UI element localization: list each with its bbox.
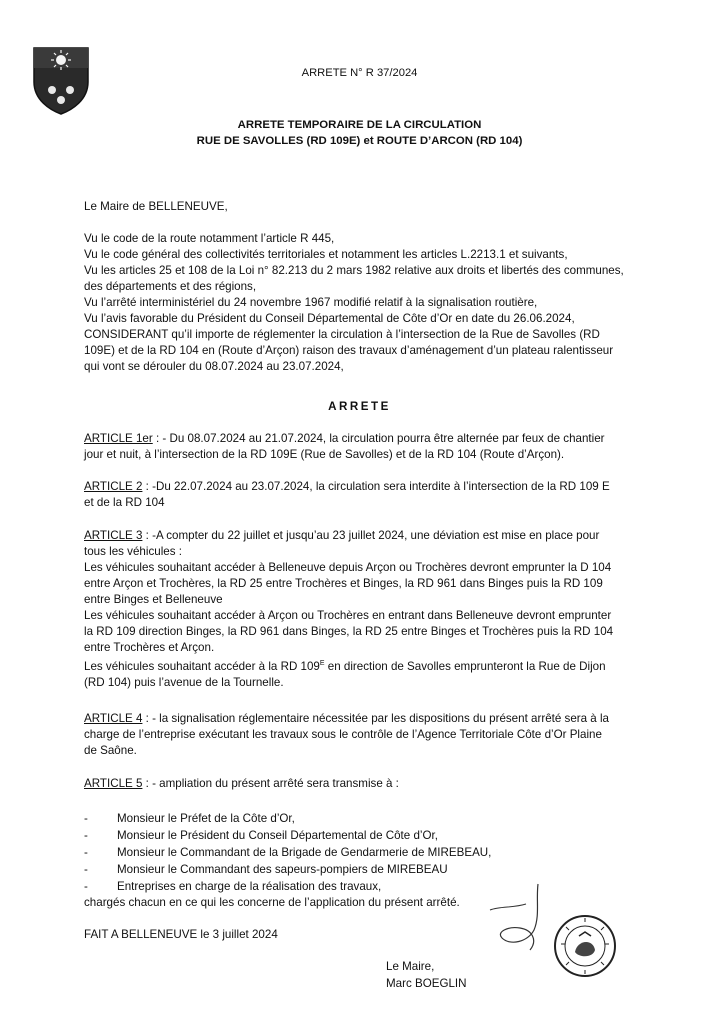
title-line: RUE DE SAVOLLES (RD 109E) et ROUTE D’ARCON (RD 104)	[196, 135, 523, 147]
article-text: Les véhicules souhaitant accéder à Belleneuve depuis Arçon ou Trochères devront emprunter la D 104	[84, 561, 612, 574]
preamble-line: des départements et des régions,	[84, 280, 257, 293]
handwritten-signature-icon	[480, 880, 560, 960]
article-text: : - la signalisation réglementaire nécessitée par les dispositions du présent arrêté sera à la	[142, 712, 609, 725]
superscript: E	[319, 660, 325, 667]
article-label: ARTICLE 3	[84, 529, 143, 542]
signatory-name: Marc BOEGLIN	[386, 977, 467, 990]
decree-reference: ARRETE N° R 37/2024	[301, 67, 418, 79]
recipient-item: - Monsieur le Préfet de la Côte d’Or,	[84, 810, 644, 827]
article-text: : - Du 08.07.2024 au 21.07.2024, la circulation pourra être alternée par feux de chantier	[152, 432, 605, 445]
decree-title	[0, 117, 719, 149]
recipient-item: - Monsieur le Commandant des sapeurs-pompiers de MIREBEAU	[84, 861, 644, 878]
article-text: : -A compter du 22 juillet et jusqu’au 23 juillet 2024, une déviation est mise en place pour	[142, 529, 600, 542]
preamble-line: Vu le code de la route notamment l’article R 445,	[84, 232, 335, 245]
article-text: en direction de Savolles emprunteront la Rue de Dijon	[324, 659, 606, 673]
article-4	[84, 711, 644, 759]
done-at: FAIT A BELLENEUVE le 3 juillet 2024	[84, 928, 278, 941]
signatory	[386, 958, 467, 992]
closing-text: chargés chacun en ce qui les concerne de l’application du présent arrêté.	[84, 896, 460, 909]
preamble-line: CONSIDERANT qu’il importe de réglementer la circulation à l’intersection de la Rue de Savolles (RD	[84, 328, 600, 341]
article-text: : -Du 22.07.2024 au 23.07.2024, la circulation sera interdite à l’intersection de la RD 109 E	[142, 480, 610, 493]
preamble-block	[84, 231, 644, 375]
article-text: entre Arçon et Trochères, la RD 25 entre Trochères et Binges, la RD 961 dans Binges puis la RD 109	[84, 577, 603, 590]
article-text: charge de l’entreprise exécutant les travaux sous le contrôle de l’Agence Territoriale Côte d’Or Plaine	[84, 728, 602, 741]
article-1	[84, 431, 644, 463]
recipient-item: - Entreprises en charge de la réalisation des travaux,	[84, 878, 644, 895]
article-3	[84, 528, 644, 691]
preamble-line: Vu le code général des collectivités territoriales et notamment les articles L.2213.1 et suivants,	[84, 248, 568, 261]
article-text: tous les véhicules :	[84, 545, 182, 558]
preamble-line: 109E) et de la RD 104 en (Route d’Arçon) raison des travaux d’aménagement d’un plateau ralentisseur	[84, 344, 614, 357]
recipient-item: - Monsieur le Commandant de la Brigade de Gendarmerie de MIREBEAU,	[84, 844, 644, 861]
article-text: la RD 109 direction Binges, la RD 961 dans Binges, la RD 25 entre Binges et Trochères puis la RD 104	[84, 625, 614, 638]
article-label: ARTICLE 4	[84, 712, 143, 725]
article-text: entre Binges et Belleneuve	[84, 593, 223, 606]
article-label: ARTICLE 2	[84, 480, 143, 493]
article-label: ARTICLE 5	[84, 777, 143, 790]
article-5	[84, 776, 644, 792]
recipient-item: - Monsieur le Président du Conseil Départemental de Côte d’Or,	[84, 827, 644, 844]
signatory-role: Le Maire,	[386, 960, 435, 973]
recipient-list	[84, 810, 644, 911]
article-label: ARTICLE 1er	[84, 432, 153, 445]
municipal-crest-icon	[30, 44, 92, 116]
preamble-line: Vu les articles 25 et 108 de la Loi n° 82.213 du 2 mars 1982 relative aux droits et libertés des communes,	[84, 264, 624, 277]
article-text: Les véhicules souhaitant accéder à Arçon ou Trochères en entrant dans Belleneuve devront emprunter	[84, 609, 612, 622]
preamble-line: Vu l’avis favorable du Président du Conseil Départemental de Côte d’Or en date du 26.06.2024,	[84, 312, 575, 325]
article-text: (RD 104) puis l’avenue de la Tournelle.	[84, 675, 284, 689]
article-text: entre Trochères et Arçon.	[84, 641, 215, 654]
article-2	[84, 479, 644, 511]
mayor-stamp-icon	[553, 914, 617, 978]
article-text: de Saône.	[84, 744, 137, 757]
mayor-opening: Le Maire de BELLENEUVE,	[84, 200, 228, 213]
article-text: jour et nuit, à l’intersection de la RD 109E (Rue de Savolles) et de la RD 104 (Route d’Arçon).	[84, 448, 565, 461]
article-text: Les véhicules souhaitant accéder à la RD 109	[84, 659, 320, 673]
preamble-line: qui vont se dérouler du 08.07.2024 au 23.07.2024,	[84, 360, 344, 373]
arrete-heading: ARRETE	[328, 400, 391, 413]
article-text: et de la RD 104	[84, 496, 165, 509]
title-line: ARRETE TEMPORAIRE DE LA CIRCULATION	[237, 119, 482, 131]
article-text: : - ampliation du présent arrêté sera transmise à :	[142, 777, 399, 790]
preamble-line: Vu l’arrêté interministériel du 24 novembre 1967 modifié relatif à la signalisation routière,	[84, 296, 538, 309]
